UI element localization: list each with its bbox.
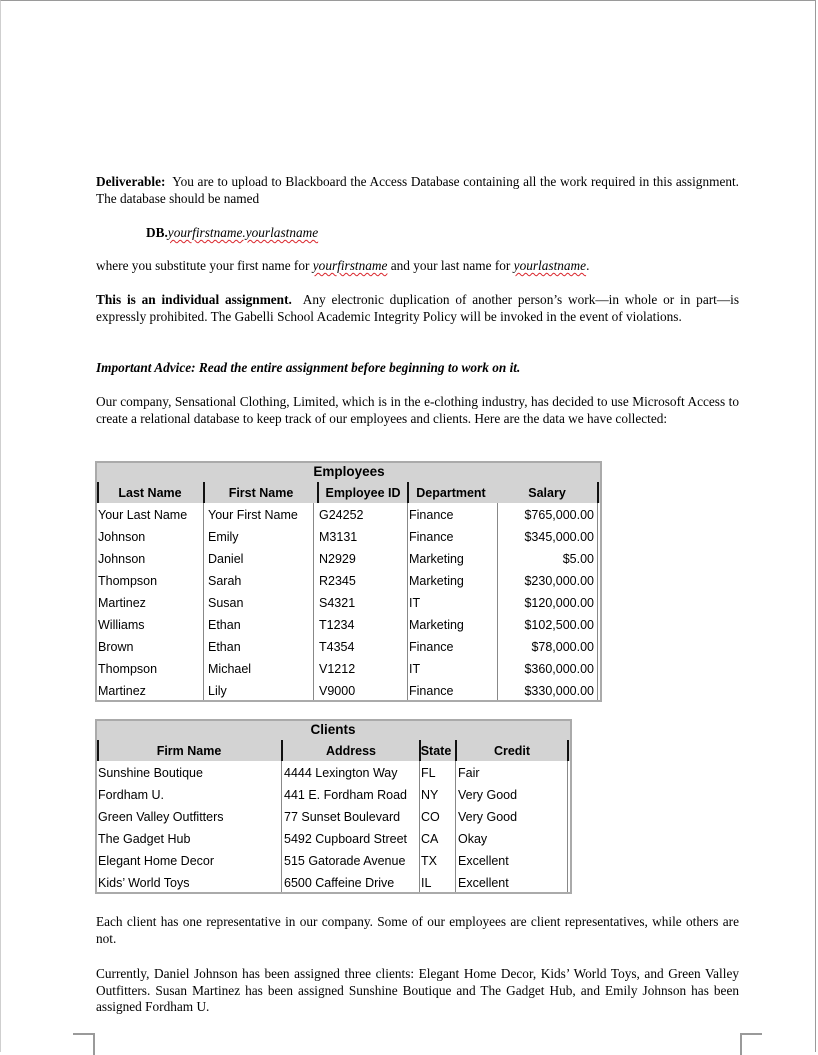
employees-cell: Finance xyxy=(409,684,454,698)
employees-cell: Your Last Name xyxy=(98,508,188,522)
important-advice: Important Advice: Read the entire assignment before beginning to work on it. xyxy=(96,360,521,375)
employees-cell: Thompson xyxy=(98,662,158,676)
clients-column-line xyxy=(567,761,568,892)
clients-cell: IL xyxy=(421,876,432,890)
clients-cell: Excellent xyxy=(458,876,509,890)
clients-column-header: State xyxy=(420,744,452,758)
clients-cell: CO xyxy=(421,810,440,824)
clients-cell: Okay xyxy=(458,832,488,846)
employees-cell: Susan xyxy=(208,596,244,610)
employees-column-line xyxy=(597,503,598,700)
substitute-text-b: and your last name for xyxy=(387,258,514,273)
clients-cell: 441 E. Fordham Road xyxy=(284,788,407,802)
employees-cell: Ethan xyxy=(208,640,241,654)
employees-header-divider xyxy=(597,482,599,503)
employees-column-header: Last Name xyxy=(118,486,182,500)
clients-cell: 515 Gatorade Avenue xyxy=(284,854,406,868)
employees-cell: Daniel xyxy=(208,552,244,566)
employees-cell: Marketing xyxy=(409,552,464,566)
clients-cell: Very Good xyxy=(458,810,518,824)
employees-cell: Marketing xyxy=(409,574,464,588)
substitute-text-a: where you substitute your first name for xyxy=(96,258,313,273)
clients-cell: TX xyxy=(421,854,437,868)
employees-cell: Thompson xyxy=(98,574,158,588)
clients-cell: Fordham U. xyxy=(98,788,164,802)
employees-cell: Johnson xyxy=(98,530,146,544)
database-name-prefix: DB. xyxy=(146,225,168,240)
clients-cell: 6500 Caffeine Drive xyxy=(284,876,395,890)
clients-cell: 4444 Lexington Way xyxy=(284,766,398,780)
individual-assignment-label: This is an individual assignment. xyxy=(96,292,292,307)
employees-cell: Johnson xyxy=(98,552,146,566)
employees-table xyxy=(95,461,602,702)
employees-cell: R2345 xyxy=(319,574,356,588)
employees-cell: IT xyxy=(409,662,421,676)
clients-cell: NY xyxy=(421,788,439,802)
employees-cell: Finance xyxy=(409,530,454,544)
employees-column-header: Department xyxy=(416,486,486,500)
employees-cell: Brown xyxy=(98,640,134,654)
employees-cell: V9000 xyxy=(319,684,356,698)
clients-column-line xyxy=(281,761,282,892)
lastname-placeholder: yourlastname xyxy=(513,258,587,273)
employees-cell: Sarah xyxy=(208,574,242,588)
employees-column-header: First Name xyxy=(228,486,294,500)
clients-cell: Green Valley Outfitters xyxy=(98,810,224,824)
employees-cell: Martinez xyxy=(98,596,146,610)
employees-cell: Martinez xyxy=(98,684,146,698)
employees-cell: Lily xyxy=(208,684,227,698)
employees-cell: $345,000.00 xyxy=(524,530,594,544)
employees-cell: Finance xyxy=(409,508,454,522)
employees-cell: $102,500.00 xyxy=(524,618,594,632)
substitute-text-c: . xyxy=(586,258,590,273)
clients-cell: 5492 Cupboard Street xyxy=(284,832,408,846)
employees-column-line xyxy=(407,503,408,700)
deliverable-label: Deliverable: xyxy=(96,174,166,189)
employees-cell: Ethan xyxy=(208,618,241,632)
clients-column-header: Address xyxy=(325,744,377,758)
employees-cell: $360,000.00 xyxy=(524,662,594,676)
clients-column-line xyxy=(419,761,420,892)
clients-cell: Fair xyxy=(458,766,480,780)
employees-cell: S4321 xyxy=(319,596,356,610)
employees-cell: $765,000.00 xyxy=(524,508,594,522)
deliverable-paragraph xyxy=(96,174,739,207)
clients-cell: 77 Sunset Boulevard xyxy=(284,810,401,824)
employees-title: Employees xyxy=(313,464,385,479)
clients-cell: CA xyxy=(421,832,439,846)
clients-table xyxy=(95,719,572,894)
firstname-placeholder: yourfirstname xyxy=(312,258,388,273)
assignments-paragraph: Currently, Daniel Johnson has been assigned three clients: Elegant Home Decor, Kids’ World Toys, and Green Valley Outfitters. Susan Martinez has been assigned Sunshine Boutique and The Gadget Hub, and Emily Johnson has been assigned Fordham U. xyxy=(96,966,739,1014)
employees-cell: IT xyxy=(409,596,421,610)
employees-cell: G24252 xyxy=(319,508,364,522)
individual-assignment-text: Any electronic duplication of another person’s work—in whole or in part—is expressly prohibited. The Gabelli School Academic Integrity Policy will be invoked in the event of violations. xyxy=(96,292,740,324)
employees-cell: T4354 xyxy=(319,640,355,654)
employees-cell: N2929 xyxy=(319,552,356,566)
employees-cell: Williams xyxy=(98,618,145,632)
database-name-placeholder: yourfirstname.yourlastname xyxy=(167,225,319,240)
representatives-paragraph: Each client has one representative in our company. Some of our employees are client representatives, while others are not. xyxy=(96,914,739,946)
clients-column-line xyxy=(455,761,456,892)
employees-cell: M3131 xyxy=(319,530,358,544)
employees-cell: Your First Name xyxy=(208,508,298,522)
clients-cell: Elegant Home Decor xyxy=(98,854,215,868)
employees-cell: Emily xyxy=(208,530,239,544)
individual-assignment-paragraph xyxy=(96,292,739,325)
database-name xyxy=(146,225,546,242)
clients-title: Clients xyxy=(310,722,356,737)
employees-column-header: Employee ID xyxy=(325,486,401,500)
clients-column-header: Firm Name xyxy=(156,744,222,758)
employees-column-line xyxy=(203,503,204,700)
deliverable-text: You are to upload to Blackboard the Access Database containing all the work required in this assignment. The database should be named xyxy=(96,174,740,206)
clients-cell: The Gadget Hub xyxy=(98,832,191,846)
clients-column-header: Credit xyxy=(493,744,531,758)
employees-cell: Marketing xyxy=(409,618,464,632)
substitute-paragraph xyxy=(96,258,739,275)
employees-cell: $78,000.00 xyxy=(531,640,594,654)
clients-cell: Sunshine Boutique xyxy=(98,766,203,780)
clients-cell: Excellent xyxy=(458,854,509,868)
employees-cell: $230,000.00 xyxy=(524,574,594,588)
employees-cell: V1212 xyxy=(319,662,356,676)
employees-column-header: Salary xyxy=(528,486,566,500)
intro-paragraph: Our company, Sensational Clothing, Limited, which is in the e-clothing industry, has decided to use Microsoft Access to create a relational database to keep track of our employees and clients. Here are the data we have collected: xyxy=(96,394,739,426)
clients-cell: Kids’ World Toys xyxy=(98,876,190,890)
clients-cell: Very Good xyxy=(458,788,518,802)
employees-cell: $5.00 xyxy=(562,552,594,566)
employees-cell: T1234 xyxy=(319,618,355,632)
employees-cell: Finance xyxy=(409,640,454,654)
employees-cell: $330,000.00 xyxy=(524,684,594,698)
employees-cell: Michael xyxy=(208,662,252,676)
employees-cell: $120,000.00 xyxy=(524,596,594,610)
clients-cell: FL xyxy=(421,766,436,780)
